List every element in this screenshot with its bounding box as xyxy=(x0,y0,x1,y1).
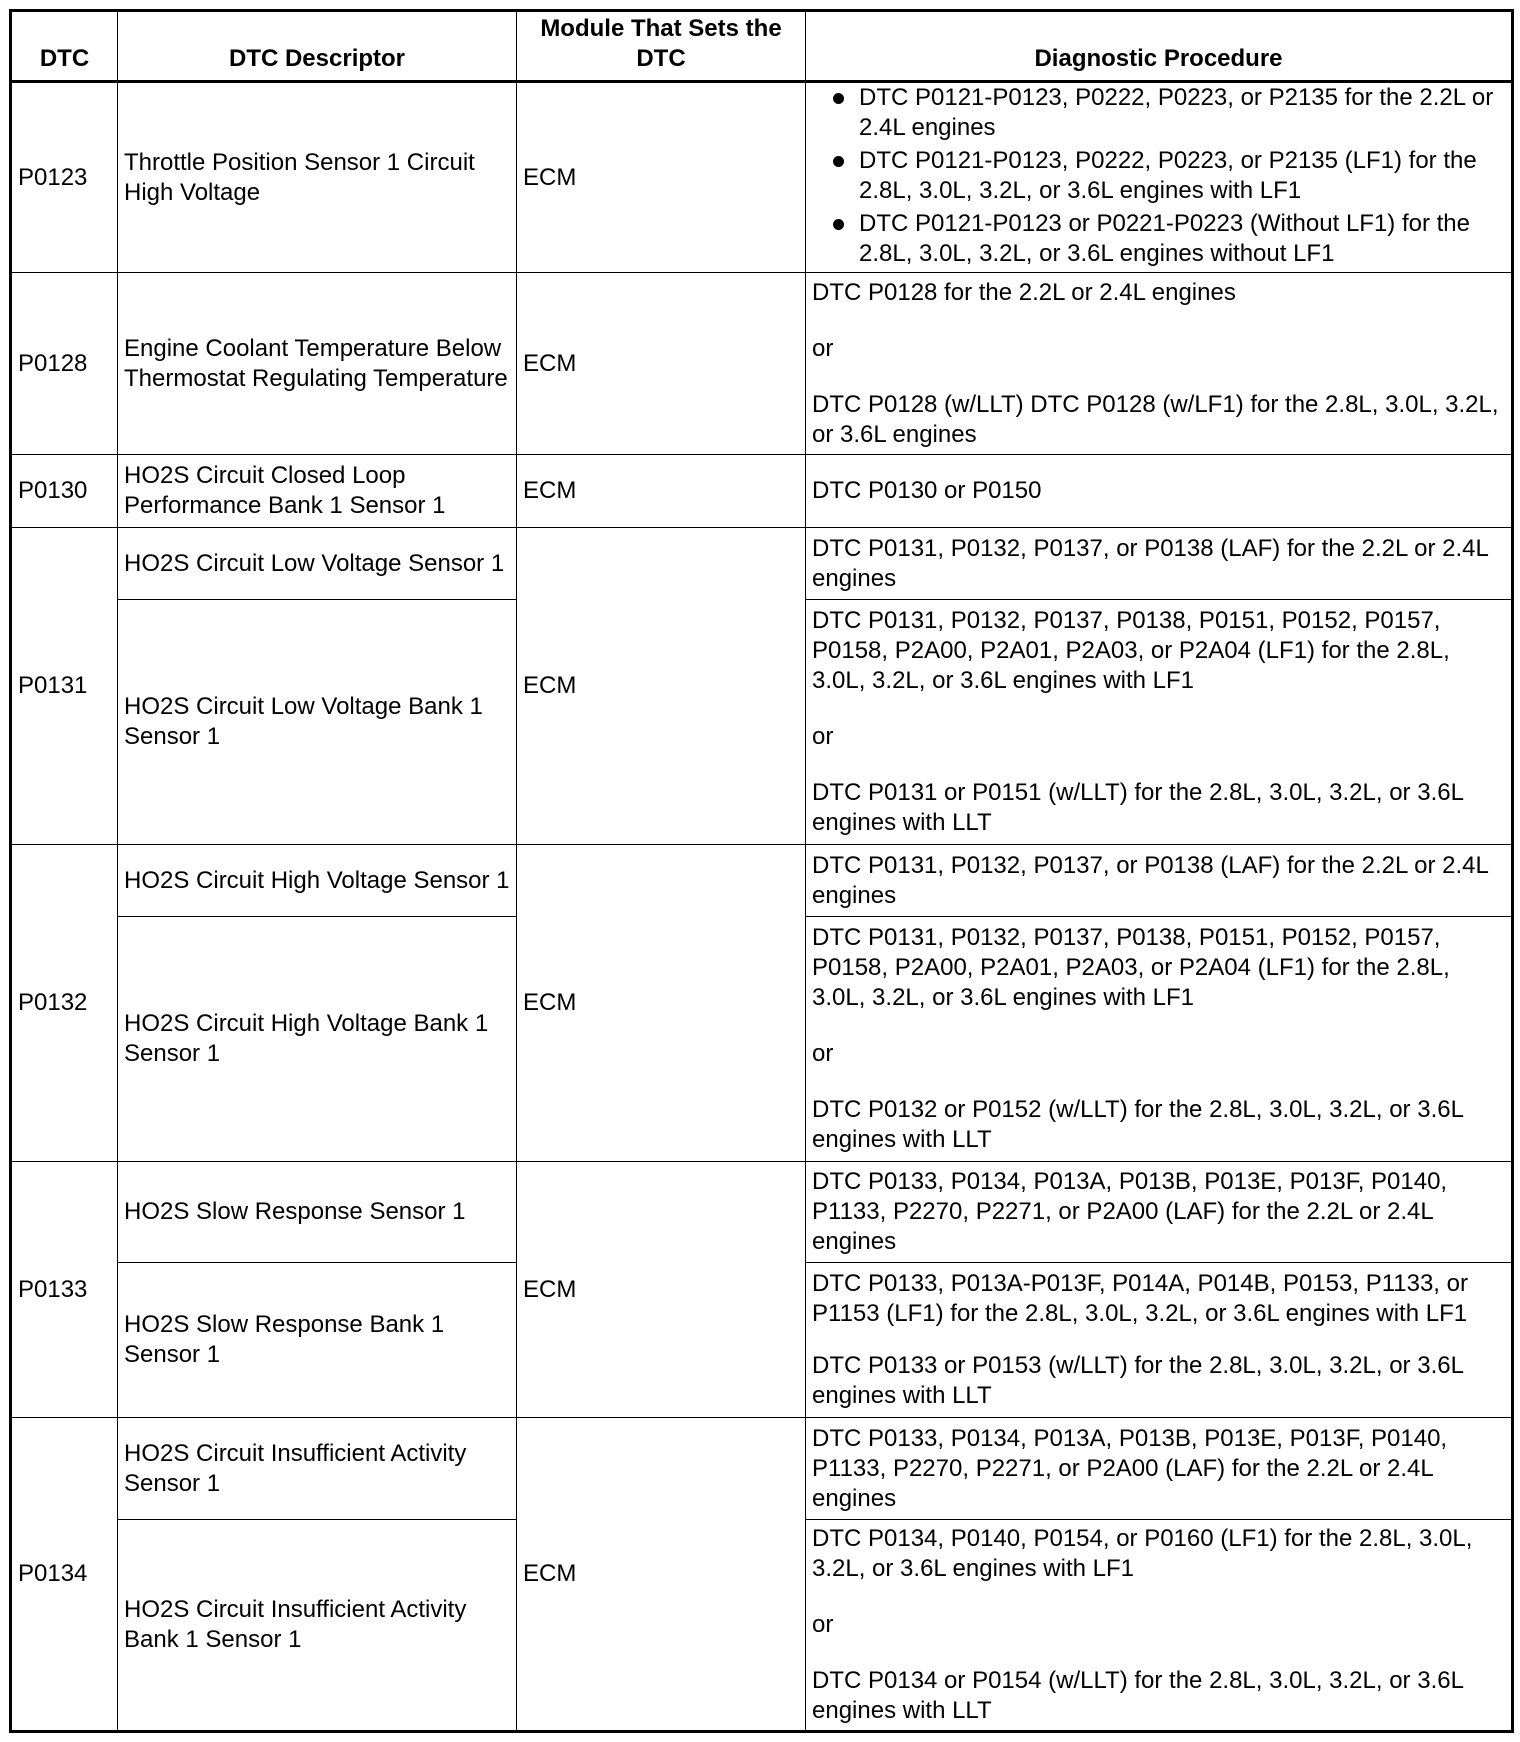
module-cell: ECM xyxy=(517,845,806,1162)
or-separator: or xyxy=(812,1611,834,1638)
dtc-descriptor: HO2S Circuit Insufficient Activity Bank 1 Sensor 1 xyxy=(118,1520,517,1732)
dtc-code: P0132 xyxy=(11,845,118,1162)
dtc-descriptor: HO2S Circuit Closed Loop Performance Bank 1 Sensor 1 xyxy=(118,455,517,528)
dtc-code: P0130 xyxy=(11,455,118,528)
or-separator: or xyxy=(812,334,834,362)
table-row xyxy=(11,1162,1513,1263)
list-item: DTC P0121-P0123 or P0221-P0223 (Without LF1) for the 2.8L, 3.0L, 3.2L, or 3.6L engines without LF1 xyxy=(812,209,1505,269)
dtc-code: P0123 xyxy=(11,82,118,273)
procedure-cell xyxy=(806,1520,1513,1732)
module-cell: ECM xyxy=(517,528,806,845)
procedure-text: DTC P0128 for the 2.2L or 2.4L engines xyxy=(812,278,1236,306)
table-row xyxy=(11,273,1513,455)
dtc-descriptor: HO2S Circuit Insufficient Activity Sensor 1 xyxy=(118,1418,517,1520)
dtc-table-wrapper xyxy=(9,9,1514,1733)
table-row xyxy=(11,455,1513,528)
procedure-text: DTC P0131, P0132, P0137, P0138, P0151, P0152, P0157, P0158, P2A00, P2A01, P2A03, or P2A04 (LF1) for the 2.8L, 3.0L, 3.2L, or 3.6L engines with LF1 xyxy=(812,924,1450,1011)
table-row xyxy=(11,1418,1513,1520)
dtc-descriptor: Engine Coolant Temperature Below Thermostat Regulating Temperature xyxy=(118,273,517,455)
dtc-descriptor: HO2S Circuit High Voltage Sensor 1 xyxy=(118,845,517,917)
procedure-bullet-list xyxy=(812,83,1505,269)
procedure-cell: DTC P0131, P0132, P0137, or P0138 (LAF) for the 2.2L or 2.4L engines xyxy=(806,528,1513,600)
list-item: DTC P0121-P0123, P0222, P0223, or P2135 (LF1) for the 2.8L, 3.0L, 3.2L, or 3.6L engines with LF1 xyxy=(812,146,1505,206)
module-cell: ECM xyxy=(517,273,806,455)
procedure-cell xyxy=(806,82,1513,273)
header-module: Module That Sets the DTC xyxy=(517,11,806,82)
dtc-descriptor: HO2S Circuit Low Voltage Bank 1 Sensor 1 xyxy=(118,600,517,845)
procedure-cell: DTC P0130 or P0150 xyxy=(806,455,1513,528)
procedure-text: DTC P0128 (w/LLT) DTC P0128 (w/LF1) for the 2.8L, 3.0L, 3.2L, or 3.6L engines xyxy=(812,390,1499,448)
procedure-cell: DTC P0131, P0132, P0137, or P0138 (LAF) for the 2.2L or 2.4L engines xyxy=(806,845,1513,917)
dtc-code: P0128 xyxy=(11,273,118,455)
dtc-descriptor: HO2S Slow Response Bank 1 Sensor 1 xyxy=(118,1263,517,1418)
procedure-text: DTC P0134, P0140, P0154, or P0160 (LF1) for the 2.8L, 3.0L, 3.2L, or 3.6L engines with LF1 xyxy=(812,1525,1473,1582)
procedure-cell: DTC P0133, P0134, P013A, P013B, P013E, P013F, P0140, P1133, P2270, P2271, or P2A00 (LAF) for the 2.2L or 2.4L engines xyxy=(806,1418,1513,1520)
bullet-icon xyxy=(833,219,844,230)
procedure-text: DTC P0131, P0132, P0137, P0138, P0151, P0152, P0157, P0158, P2A00, P2A01, P2A03, or P2A04 (LF1) for the 2.8L, 3.0L, 3.2L, or 3.6L engines with LF1 xyxy=(812,607,1450,694)
procedure-text: DTC P0134 or P0154 (w/LLT) for the 2.8L, 3.0L, 3.2L, or 3.6L engines with LLT xyxy=(812,1667,1464,1724)
bullet-icon xyxy=(833,156,844,167)
procedure-cell: DTC P0133, P0134, P013A, P013B, P013E, P013F, P0140, P1133, P2270, P2271, or P2A00 (LAF) for the 2.2L or 2.4L engines xyxy=(806,1162,1513,1263)
dtc-table xyxy=(9,9,1514,1733)
procedure-text: DTC P0131 or P0151 (w/LLT) for the 2.8L, 3.0L, 3.2L, or 3.6L engines with LLT xyxy=(812,779,1464,836)
module-cell: ECM xyxy=(517,82,806,273)
dtc-descriptor: HO2S Circuit High Voltage Bank 1 Sensor 1 xyxy=(118,917,517,1162)
table-row xyxy=(11,845,1513,917)
module-cell: ECM xyxy=(517,1418,806,1732)
module-cell: ECM xyxy=(517,1162,806,1418)
procedure-text: DTC P0133, P013A-P013F, P014A, P014B, P0153, P1133, or P1153 (LF1) for the 2.8L, 3.0L, 3.2L, or 3.6L engines with LF1 xyxy=(812,1270,1468,1327)
header-descriptor: DTC Descriptor xyxy=(118,11,517,82)
procedure-text: DTC P0133 or P0153 (w/LLT) for the 2.8L, 3.0L, 3.2L, or 3.6L engines with LLT xyxy=(812,1352,1464,1409)
header-procedure: Diagnostic Procedure xyxy=(806,11,1513,82)
dtc-descriptor: HO2S Slow Response Sensor 1 xyxy=(118,1162,517,1263)
or-separator: or xyxy=(812,1040,834,1067)
header-dtc: DTC xyxy=(11,11,118,82)
list-item: DTC P0121-P0123, P0222, P0223, or P2135 for the 2.2L or 2.4L engines xyxy=(812,83,1505,143)
table-row xyxy=(11,82,1513,273)
dtc-descriptor: HO2S Circuit Low Voltage Sensor 1 xyxy=(118,528,517,600)
dtc-code: P0134 xyxy=(11,1418,118,1732)
or-separator: or xyxy=(812,723,834,750)
procedure-cell xyxy=(806,600,1513,845)
procedure-cell xyxy=(806,917,1513,1162)
header-row xyxy=(11,11,1513,82)
procedure-cell xyxy=(806,273,1513,455)
dtc-descriptor: Throttle Position Sensor 1 Circuit High Voltage xyxy=(118,82,517,273)
module-cell: ECM xyxy=(517,455,806,528)
procedure-text: DTC P0132 or P0152 (w/LLT) for the 2.8L, 3.0L, 3.2L, or 3.6L engines with LLT xyxy=(812,1096,1464,1153)
table-row xyxy=(11,528,1513,600)
bullet-icon xyxy=(833,93,844,104)
dtc-code: P0131 xyxy=(11,528,118,845)
procedure-cell xyxy=(806,1263,1513,1418)
dtc-code: P0133 xyxy=(11,1162,118,1418)
